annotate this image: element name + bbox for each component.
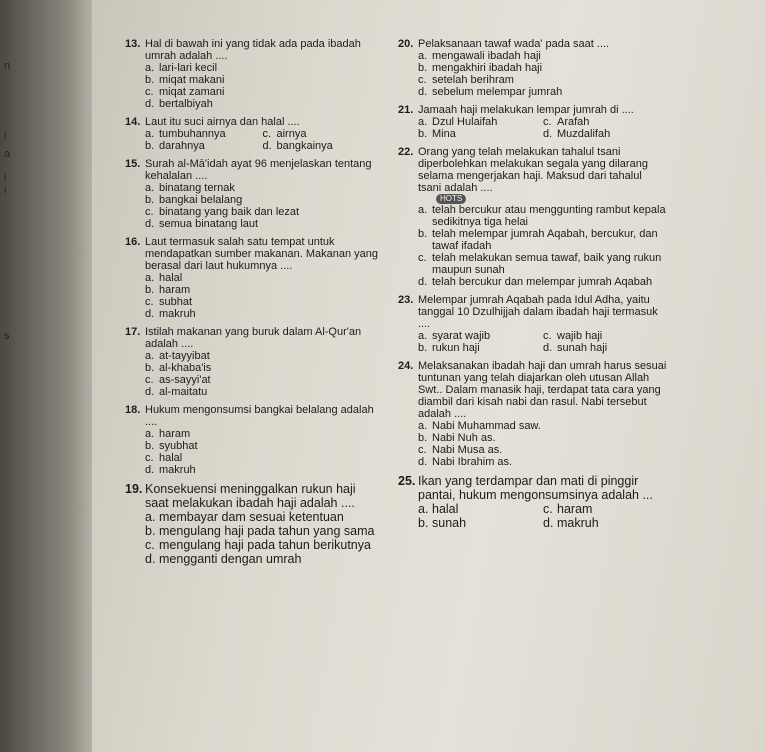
option-letter: a.: [418, 50, 428, 62]
answer-option: [125, 440, 380, 452]
option-text: setelah berihram: [432, 74, 514, 86]
answer-option: [125, 552, 380, 566]
answer-option: [125, 86, 380, 98]
option-text: telah melakukan semua tawaf, baik yang rukun maupun sunah: [432, 252, 662, 276]
option-letter: c.: [262, 128, 272, 140]
option-letter: c.: [145, 296, 154, 308]
question-text: Hal di bawah ini yang tidak ada pada ibadah umrah adalah ....: [145, 38, 361, 62]
option-text: makruh: [159, 464, 196, 476]
question-number: 15.: [125, 158, 141, 170]
option-letter: b.: [145, 284, 155, 296]
question-number: 22.: [398, 146, 414, 158]
option-letter: d.: [145, 218, 155, 230]
option-text: syubhat: [159, 440, 198, 452]
question-item: [125, 38, 380, 110]
option-text: telah bercukur dan melempar jumrah Aqabah: [432, 276, 653, 288]
answer-option: [263, 140, 381, 152]
option-text: lari-lari kecil: [159, 62, 218, 74]
option-grid: [125, 128, 380, 152]
option-text: mengulang haji pada tahun berikutnya: [159, 538, 371, 552]
option-letter: b.: [145, 194, 155, 206]
page-fragment: n: [4, 60, 11, 72]
question-number: 23.: [398, 294, 414, 306]
option-grid: [398, 502, 668, 530]
answer-option: [418, 330, 543, 342]
question-stem: [398, 104, 668, 116]
question-column-right: [398, 38, 668, 536]
question-text: Ikan yang terdampar dan mati di pinggir pantai, hukum mengonsumsinya adalah ...: [418, 474, 653, 502]
question-text: Jamaah haji melakukan lempar jumrah di ....: [418, 104, 634, 116]
option-letter: a.: [418, 204, 428, 216]
option-text: halal: [432, 502, 459, 516]
option-text: Mina: [432, 128, 456, 140]
option-text: mengawali ibadah haji: [432, 50, 541, 62]
option-letter: c.: [145, 86, 154, 98]
option-text: wajib haji: [557, 330, 603, 342]
option-letter: c.: [418, 444, 427, 456]
answer-option: [125, 350, 380, 362]
question-number: 25.: [398, 474, 416, 488]
question-text: Laut itu suci airnya dan halal ....: [145, 116, 300, 128]
question-stem: [125, 236, 380, 272]
hots-badge: HOTS: [436, 194, 466, 204]
option-text: mengganti dengan umrah: [159, 552, 302, 566]
question-item: [398, 360, 668, 468]
question-number: 18.: [125, 404, 141, 416]
option-letter: a.: [418, 330, 428, 342]
question-stem: [398, 294, 668, 330]
option-letter: c.: [145, 538, 155, 552]
option-text: miqat zamani: [159, 86, 225, 98]
answer-option: [125, 386, 380, 398]
option-letter: d.: [145, 386, 155, 398]
question-item: [125, 326, 380, 398]
option-text: syarat wajib: [432, 330, 491, 342]
option-text: al-khaba'is: [159, 362, 212, 374]
option-text: darahnya: [159, 140, 205, 152]
option-text: rukun haji: [432, 342, 480, 354]
option-text: membayar dam sesuai ketentuan: [159, 510, 344, 524]
option-grid: [398, 116, 668, 140]
option-text: mengakhiri ibadah haji: [432, 62, 543, 74]
question-text: Melempar jumrah Aqabah pada Idul Adha, yaitu tanggal 10 Dzulhijjah dalam ibadah haji termasuk ....: [418, 294, 658, 330]
option-letter: b.: [418, 228, 428, 240]
option-text: sebelum melempar jumrah: [432, 86, 563, 98]
question-text: Pelaksanaan tawaf wada' pada saat ....: [418, 38, 610, 50]
question-item: [398, 146, 668, 288]
answer-option: [398, 444, 668, 456]
answer-option: [398, 432, 668, 444]
option-letter: d.: [418, 456, 428, 468]
question-number: 14.: [125, 116, 141, 128]
option-letter: b.: [418, 432, 428, 444]
answer-option: [398, 74, 668, 86]
answer-option: [145, 128, 263, 140]
answer-option: [398, 204, 668, 228]
option-text: haram: [557, 502, 593, 516]
option-letter: c.: [418, 74, 427, 86]
answer-option: [125, 374, 380, 386]
option-text: miqat makani: [159, 74, 225, 86]
answer-option: [543, 502, 668, 516]
option-text: makruh: [159, 308, 196, 320]
question-item: [398, 474, 668, 530]
option-letter: d.: [145, 308, 155, 320]
option-letter: b.: [418, 342, 428, 354]
page-fragment: a: [4, 148, 11, 160]
question-item: [125, 158, 380, 230]
question-number: 16.: [125, 236, 141, 248]
answer-option: [125, 74, 380, 86]
option-text: telah bercukur atau menggunting rambut kepala sedikitnya tiga helai: [432, 204, 666, 228]
answer-option: [125, 272, 380, 284]
question-number: 13.: [125, 38, 141, 50]
question-stem: [125, 158, 380, 182]
option-text: semua binatang laut: [159, 218, 259, 230]
option-letter: d.: [543, 128, 553, 140]
answer-option: [125, 452, 380, 464]
option-text: Dzul Hulaifah: [432, 116, 498, 128]
answer-option: [125, 428, 380, 440]
hots-row: [398, 194, 668, 204]
answer-option: [125, 524, 380, 538]
option-letter: c.: [145, 206, 154, 218]
answer-option: [418, 516, 543, 530]
question-item: [125, 116, 380, 152]
option-text: at-tayyibat: [159, 350, 210, 362]
question-number: 19.: [125, 482, 143, 496]
option-text: halal: [159, 272, 183, 284]
option-text: halal: [159, 452, 183, 464]
answer-option: [263, 128, 381, 140]
answer-option: [543, 342, 668, 354]
answer-option: [398, 276, 668, 288]
option-letter: a.: [145, 350, 155, 362]
answer-option: [543, 128, 668, 140]
question-text: Laut termasuk salah satu tempat untuk mendapatkan sumber makanan. Makanan yang berasal dari laut hukumnya ....: [145, 236, 378, 272]
question-number: 20.: [398, 38, 414, 50]
option-letter: d.: [145, 98, 155, 110]
answer-option: [418, 128, 543, 140]
option-text: Muzdalifah: [557, 128, 611, 140]
option-text: as-sayyi'at: [159, 374, 211, 386]
question-text: Melaksanakan ibadah haji dan umrah harus sesuai tuntunan yang telah diajarkan oleh utusan Allah Swt.. Dalam manasik haji, terdapat tata cara yang diambil dari kisah nabi dan rasul. Nabi tersebut adalah ....: [418, 360, 667, 420]
option-letter: c.: [543, 116, 552, 128]
option-text: telah melempar jumrah Aqabah, bercukur, dan tawaf ifadah: [432, 228, 658, 252]
option-letter: a.: [418, 502, 429, 516]
option-text: sunah haji: [557, 342, 608, 354]
option-text: Nabi Ibrahim as.: [432, 456, 513, 468]
answer-option: [125, 464, 380, 476]
option-letter: c.: [145, 374, 154, 386]
option-letter: d.: [543, 516, 554, 530]
question-stem: [125, 38, 380, 62]
answer-option: [398, 62, 668, 74]
question-text: Istilah makanan yang buruk dalam Al-Qur'an adalah ....: [145, 326, 362, 350]
option-letter: c.: [418, 252, 427, 264]
question-text: Surah al-Mā'idah ayat 96 menjelaskan tentang kehalalan ....: [145, 158, 372, 182]
option-text: tumbuhannya: [159, 128, 226, 140]
left-page-edge: [0, 0, 95, 752]
option-text: airnya: [276, 128, 307, 140]
option-text: sunah: [432, 516, 467, 530]
answer-option: [125, 62, 380, 74]
question-column-left: [125, 38, 380, 572]
option-letter: b.: [145, 362, 155, 374]
option-letter: c.: [543, 330, 552, 342]
question-number: 21.: [398, 104, 414, 116]
option-text: makruh: [557, 516, 599, 530]
answer-option: [543, 330, 668, 342]
question-number: 24.: [398, 360, 414, 372]
answer-option: [398, 228, 668, 252]
answer-option: [398, 420, 668, 432]
question-text: Hukum mengonsumsi bangkai belalang adalah ....: [145, 404, 374, 428]
option-letter: d.: [145, 464, 155, 476]
question-stem: [398, 474, 668, 502]
option-letter: b.: [418, 516, 429, 530]
question-item: [125, 404, 380, 476]
option-letter: b.: [145, 74, 155, 86]
option-text: Nabi Muhammad saw.: [432, 420, 541, 432]
option-letter: b.: [418, 62, 428, 74]
question-text: Konsekuensi meninggalkan rukun haji saat melakukan ibadah haji adalah ....: [145, 482, 356, 510]
option-text: bertalbiyah: [159, 98, 213, 110]
option-text: Nabi Nuh as.: [432, 432, 496, 444]
answer-option: [125, 308, 380, 320]
option-text: bangkai belalang: [159, 194, 243, 206]
answer-option: [125, 362, 380, 374]
answer-option: [125, 284, 380, 296]
option-letter: d.: [418, 86, 428, 98]
option-letter: a.: [145, 272, 155, 284]
option-letter: d.: [418, 276, 428, 288]
answer-option: [418, 342, 543, 354]
question-stem: [398, 146, 668, 194]
question-item: [125, 482, 380, 566]
option-letter: b.: [145, 440, 155, 452]
option-letter: b.: [145, 524, 156, 538]
answer-option: [125, 98, 380, 110]
answer-option: [398, 456, 668, 468]
question-item: [398, 38, 668, 98]
option-text: binatang yang baik dan lezat: [159, 206, 300, 218]
answer-option: [398, 50, 668, 62]
answer-option: [125, 538, 380, 552]
option-text: haram: [159, 284, 191, 296]
question-stem: [125, 326, 380, 350]
option-letter: a.: [145, 128, 155, 140]
option-text: Nabi Musa as.: [432, 444, 503, 456]
question-stem: [125, 404, 380, 428]
option-text: haram: [159, 428, 191, 440]
answer-option: [125, 182, 380, 194]
answer-option: [125, 296, 380, 308]
answer-option: [125, 218, 380, 230]
answer-option: [398, 252, 668, 276]
option-letter: a.: [145, 62, 155, 74]
answer-option: [418, 502, 543, 516]
option-text: Arafah: [557, 116, 590, 128]
question-item: [398, 104, 668, 140]
answer-option: [398, 86, 668, 98]
option-letter: d.: [543, 342, 553, 354]
option-letter: a.: [418, 420, 428, 432]
option-text: mengulang haji pada tahun yang sama: [159, 524, 375, 538]
option-letter: c.: [543, 502, 553, 516]
question-item: [125, 236, 380, 320]
option-letter: a.: [418, 116, 428, 128]
option-letter: d.: [145, 552, 156, 566]
page-fragment: i: [4, 172, 7, 184]
option-letter: a.: [145, 510, 156, 524]
option-letter: d.: [262, 140, 272, 152]
page-fragment: s: [4, 330, 10, 342]
question-item: [398, 294, 668, 354]
question-number: 17.: [125, 326, 141, 338]
question-text: Orang yang telah melakukan tahalul tsani diperbolehkan melakukan segala yang dilarang selama mengerjakan haji. Maksud dari tahalul tsani adalah ....: [418, 146, 648, 194]
option-letter: c.: [145, 452, 154, 464]
question-stem: [398, 38, 668, 50]
option-letter: b.: [145, 140, 155, 152]
question-stem: [125, 482, 380, 510]
option-text: bangkainya: [276, 140, 333, 152]
option-text: binatang ternak: [159, 182, 235, 194]
answer-option: [145, 140, 263, 152]
answer-option: [543, 516, 668, 530]
answer-option: [125, 510, 380, 524]
answer-option: [543, 116, 668, 128]
option-letter: b.: [418, 128, 428, 140]
question-stem: [398, 360, 668, 420]
page-fragment: i: [4, 184, 7, 196]
question-stem: [125, 116, 380, 128]
hots-spacer: [418, 194, 432, 204]
answer-option: [125, 206, 380, 218]
page-fragment: i: [4, 130, 7, 142]
option-letter: a.: [145, 428, 155, 440]
answer-option: [125, 194, 380, 206]
option-letter: a.: [145, 182, 155, 194]
option-text: subhat: [159, 296, 193, 308]
option-text: al-maitatu: [159, 386, 208, 398]
answer-option: [418, 116, 543, 128]
option-grid: [398, 330, 668, 354]
